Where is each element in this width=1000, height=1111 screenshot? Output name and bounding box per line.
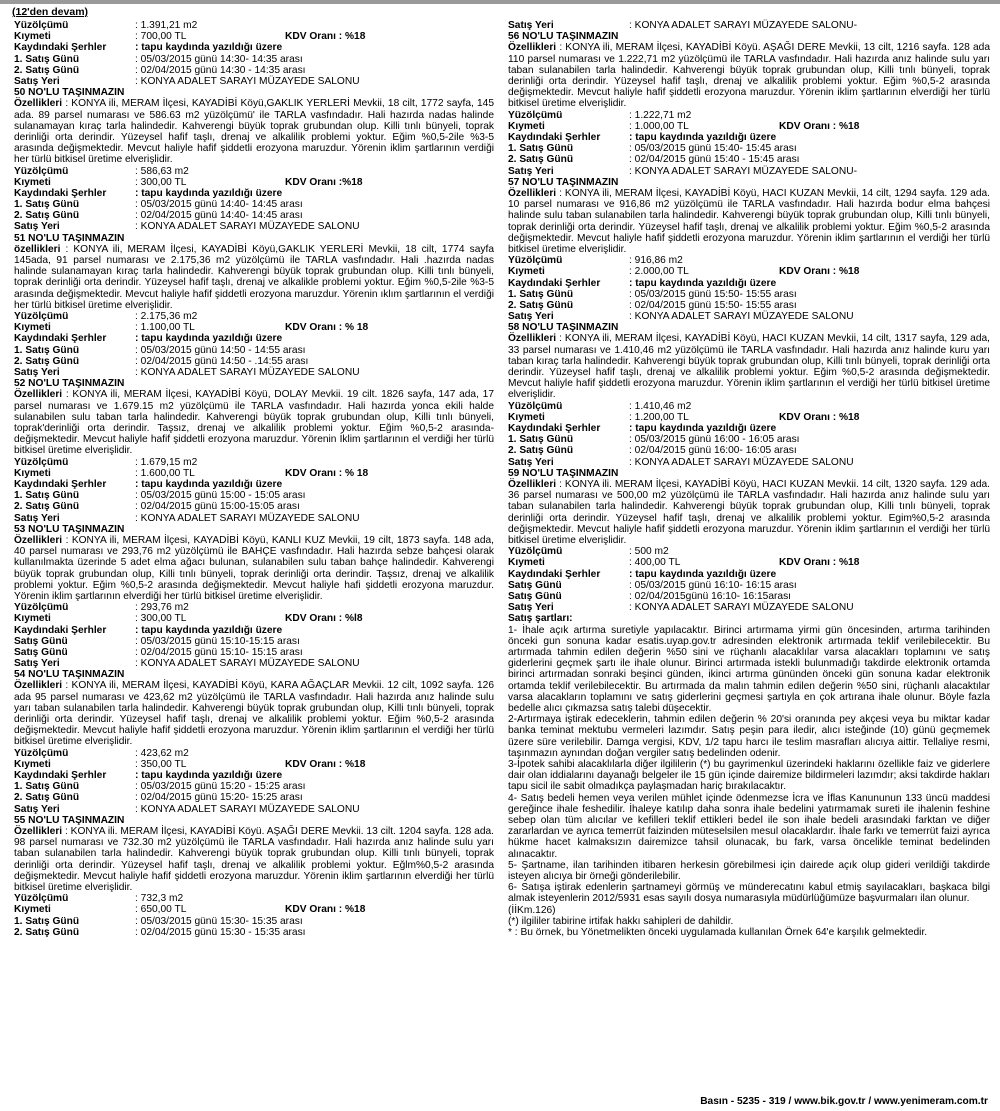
field-label: 1. Satış Günü xyxy=(508,143,574,155)
field-label: Satış Günü xyxy=(14,646,68,658)
field-value: : 05/03/2015 günü 15:10-15:15 arası xyxy=(135,635,300,647)
field-label: Kaydındaki Şerhler xyxy=(14,187,107,199)
field-value: : 650,00 TL xyxy=(135,904,187,916)
field-value: : tapu kaydında yazıldığı üzere xyxy=(629,277,777,289)
condition-paragraph: (İİKm.126) xyxy=(508,904,556,916)
field-label: Kaydındaki Şerhler xyxy=(14,333,107,345)
field-row xyxy=(508,602,990,613)
field-value: : 05/03/2015 günü 16:10- 16:15 arası xyxy=(629,579,797,591)
features-text: : KONYA ili. MERAM İlçesi, KAYADİBİ Köyü. AŞAĞI DERE Mevkii. 13 cilt. 1204 sayfa. 128 ada. 98 parsel numarası ve 732.30 m2 yüzölçümü ile TARLA vasfındadır. Hali hazırda anız halinde sulu yarı taban sulanabilen tarla halindedir. Kahverengi büyük toprak grubundan olup. Killi tınlı bünyeli, toprak derinliği orta derindir. Yüzeysel hafif taşlı, drenaj ve alkalilik problemi yoktur. Eğlm%0,5-2 arasında değişmektedir. Mevcut haliyle hafif şiddetli erozyona maruzdur. Yörenin iklim şartlarının elverdiği her türlü bitkisel üretime elverişlidir. xyxy=(14,825,494,893)
field-label: Kaydındaki Şerhler xyxy=(14,770,107,782)
field-label: 2. Satış Günü xyxy=(508,445,574,457)
field-row xyxy=(14,792,494,803)
field-label: Satış Yeri xyxy=(508,311,554,323)
kdv-rate: KDV Oranı : %18 xyxy=(285,904,366,916)
field-row xyxy=(508,143,990,154)
parcel-title: 55 NO'LU TAŞINMAZIN xyxy=(14,814,125,826)
field-label: Yüzölçümü xyxy=(508,546,563,558)
field-value: : 500 m2 xyxy=(629,546,669,558)
field-row xyxy=(508,401,990,412)
field-label: Satış Günü xyxy=(508,579,562,591)
left-column xyxy=(14,20,494,938)
field-value: : KONYA ADALET SARAYI MÜZAYEDE SALONU xyxy=(135,367,360,378)
field-row xyxy=(14,221,494,232)
field-label: Kaydındaki Şerhler xyxy=(508,423,601,435)
field-row xyxy=(508,546,990,557)
field-row xyxy=(14,333,494,344)
features-text: : KONYA ili, MERAM İlçesi, KAYADİBİ Köyü, KANLI KUZ Mevkii, 19 cilt, 1873 sayfa. 148 ada, 40 parsel numarası ve 293,76 m2 yüzölçümü ile BAHÇE vasfındadır. Hali hazırda sebze bahçesi olarak kullanılmakta üzerinde 5 adet elma ağacı bulunan, sulanabilen sulu taban bahçe halindedir. Kahverengi büyük toprak grubundan olup, Killi tınlı bünyeli, toprak derinliği orta derindir. Taşsız, drenaj ve alkalilik problemi yoktur. Eğim %0,5-2 arasında değişmektedir. Mevcut haliyle hafi şiddetli erozyona maruzdur. Yörenin iklim şartlarının elverdiği her türlü bitkisel üretime elverişlidir. xyxy=(14,534,494,602)
field-value: : KONYA ADALET SARAYI MÜZAYEDE SALONU xyxy=(135,512,360,524)
field-row xyxy=(14,916,494,927)
field-value: : 400,00 TL xyxy=(629,557,681,569)
field-row xyxy=(14,322,494,333)
field-row xyxy=(14,658,494,669)
field-value: : KONYA ADALET SARAYI MÜZAYEDE SALONU xyxy=(135,221,360,233)
field-row xyxy=(508,300,990,311)
parcel-features xyxy=(14,680,494,747)
sale1-row: 1. Satış Günü : 05/03/2015 günü 14:30- 14:35 arası xyxy=(14,53,303,65)
field-row xyxy=(14,613,494,624)
conditions-title: Satış şartları: xyxy=(508,613,573,625)
field-row xyxy=(14,311,494,322)
field-label: Kıymeti xyxy=(508,266,545,278)
kdv-rate: KDV Oranı : % 18 xyxy=(285,467,369,479)
field-value: : 05/03/2015 günü 16:00 - 16:05 arası xyxy=(629,434,800,446)
field-label: Yüzölçümü xyxy=(508,400,563,412)
parcel-title: 57 NO'LU TAŞINMAZIN xyxy=(508,176,619,188)
kdv-rate: KDV Oranı : % 18 xyxy=(285,322,369,334)
field-label: 2. Satış Günü xyxy=(14,501,80,513)
field-row xyxy=(14,367,494,378)
field-value: : 1.222,71 m2 xyxy=(629,109,692,121)
condition-paragraph: 4- Satış bedeli hemen veya verilen mühlet içinde ödenmezse İcra ve İflas Kanununun 133 üncü maddesi gereğince ihale feshedilir. İhaleye katılıp daha sonra ihale bedelini yatırmamak sureti ile ihalenin feshine sebep olan tüm alıcılar ve kefilleri teklif ettikleri bedel ile son ihale bedeli arasındaki farktan ve diğer zararlardan ve ayrıca temerrüt faizinden müteselsilen mesul olacaklardır. İhale farkı ve temerrüt faizi ayrıca hükme hacet kalmaksızın dairemizce tahsil olunacak, bu fark, varsa öncelikle teminat bedelinden alınacaktır. xyxy=(508,792,990,860)
field-label: Satış Yeri xyxy=(508,456,554,468)
field-label: Yüzölçümü xyxy=(14,456,69,468)
right-column xyxy=(508,20,990,938)
parcel-title: 51 NO'LU TAŞINMAZIN xyxy=(14,232,125,244)
field-label: 1. Satış Günü xyxy=(508,434,574,446)
field-row xyxy=(508,423,990,434)
field-row xyxy=(508,457,990,468)
field-row xyxy=(508,591,990,602)
field-label: Yüzölçümü xyxy=(508,255,563,267)
field-value: : 586,63 m2 xyxy=(135,165,189,177)
field-label: Yüzölçümü xyxy=(14,602,69,614)
features-label: Özellikleri xyxy=(14,680,63,692)
field-label: 1. Satış Günü xyxy=(14,199,80,211)
field-value: : 05/03/2015 günü 15:40- 15:45 arası xyxy=(629,143,797,155)
field-row xyxy=(14,177,494,188)
parcel-features xyxy=(508,479,990,546)
field-label: Yüzölçümü xyxy=(14,747,69,759)
field-value: : KONYA ADALET SARAYI MÜZAYEDE SALONU xyxy=(629,456,854,468)
features-label: Özellikleri xyxy=(508,478,557,490)
field-row xyxy=(508,132,990,143)
field-row xyxy=(508,289,990,300)
field-label: Satış Günü xyxy=(508,590,562,602)
features-label: Özellikleri xyxy=(14,98,63,110)
field-label: Kaydındaki Şerhler xyxy=(508,277,601,289)
field-value: : tapu kaydında yazıldığı üzere xyxy=(135,333,283,345)
field-row xyxy=(14,210,494,221)
field-row xyxy=(14,513,494,524)
field-label: Kıymeti xyxy=(508,120,545,132)
features-label: Özellikleri xyxy=(508,333,557,345)
field-label: 2. Satış Günü xyxy=(14,355,80,367)
field-value: : 1.679,15 m2 xyxy=(135,456,198,468)
field-value: : 02/04/2015 günü 15:30 - 15:35 arası xyxy=(135,926,306,938)
parcel-features xyxy=(508,333,990,400)
features-label: Özellikleri xyxy=(14,534,63,546)
field-value: : 05/03/2015 günü 15:20 - 15:25 arası xyxy=(135,781,306,793)
field-row xyxy=(508,580,990,591)
field-row xyxy=(14,625,494,636)
field-value: : tapu kaydında yazıldığı üzere xyxy=(135,624,283,636)
field-label: Kaydındaki Şerhler xyxy=(14,624,107,636)
field-value: : KONYA ADALET SARAYI MÜZAYEDE SALONU xyxy=(135,658,360,670)
field-row xyxy=(508,557,990,568)
kdv-rate: KDV Oranı : %l8 xyxy=(285,613,363,625)
field-label: Satış Yeri xyxy=(14,803,60,815)
field-value: : 05/03/2015 günü 14:40- 14:45 arası xyxy=(135,199,303,211)
field-value: : 2.000,00 TL xyxy=(629,266,689,278)
field-label: Kıymeti xyxy=(14,467,51,479)
field-value: : tapu kaydında yazıldığı üzere xyxy=(135,478,283,490)
field-label: Kaydındaki Şerhler xyxy=(14,478,107,490)
field-label: 2. Satış Günü xyxy=(14,792,80,804)
field-value: : KONYA ADALET SARAYI MÜZAYEDE SALONU xyxy=(629,311,854,323)
condition-paragraph: * : Bu örnek, bu Yönetmelikten önceki uygulamada kullanılan Örnek 64'e karşılık gelmektedir. xyxy=(508,926,928,938)
field-row xyxy=(14,647,494,658)
condition-paragraph: (*) ilgililer tabirine irtifak hakkı sahipleri de dahildir. xyxy=(508,915,734,927)
condition-paragraph: 3-İpotek sahibi alacaklılarla diğer ilgililerin (*) bu gayrimenkul üzerindeki haklarını özellikle faiz ve giderlere dair olan iddialarını dayanağı belgeler ile 15 gün içinde dairemize bildirmeleri lazımdır; aksi takdirde hakları tapu sicil ile sabit olmadıkça paylaşmadan hariç bırakılacaktır. xyxy=(508,758,990,793)
field-row xyxy=(508,311,990,322)
area-row: Yüzölçümü : 1.391,21 m2 xyxy=(14,20,198,31)
features-text: : KONYA ili. MERAM İlçesi, KAYADİBİ Köyü, HACI KUZAN Mevkii. 14 cilt, 1320 sayfa. 129 ada. 36 parsel numarası ve 500,00 m2 yüzölçümü ile TARLA vasfındadır. Hali hazırda anız halinde sulu yarı taban sulanabilen tarla halindedir. Kahverengi büyük toprak grubundan olup, Killi tınlı bünyeli, toprak derinliği orta derindir. Yüzeysel hafif taşlı, drenaj ve alkalilik problemi yoktur. Egim%0,5-2 arasında değişmektedir. Mevcut haliyle hafif şiddetli erozyona maruzdur. Yörenin iklim şartlarının el verdiği her türlü bitkisel üretime elverişlidir. xyxy=(508,478,990,546)
field-row xyxy=(14,199,494,210)
field-value: : KONYA ADALET SARAYI MÜZAYEDE SALONU xyxy=(135,803,360,815)
field-value: : 05/03/2015 günü 15:30- 15:35 arası xyxy=(135,915,303,927)
field-label: Satış Yeri xyxy=(508,602,554,614)
features-text: : KONYA ili, MERAM İlçesi, KAYADİBİ Köyü. AŞAĞI DERE Mevkii, 13 cilt, 1216 sayfa. 128 ada 110 parsel numarası ve 1.222,71 m2 yüzölçümü ile TARLA vasfındadır. Hali hazırda anız halinde sulu yarı taban sulanabilen tarla halindedir. Kahverengi büyük toprak grubundan olup, Killi tınlı bünyeli, toprak derinliği orta derindir. Yüzeysel hafif taşlı, drenaj ve alkalilik problemi yoktur. Eğim %0,5-2 arasında değişmektedir. Mevcut haliyle hafif şiddetli erozyona maruzdur. Yörenin iklim şartlarının elverdiği her türlü bitkisel üretime elverişlidir. xyxy=(508,42,990,110)
field-value: : 02/04/2015 günü 15:00-15:05 arası xyxy=(135,501,300,513)
field-label: Yüzölçümü xyxy=(14,311,69,323)
field-row xyxy=(508,255,990,266)
field-label: Kıymeti xyxy=(14,176,51,188)
field-label: Satış Yeri xyxy=(508,165,554,177)
field-label: Satış Yeri xyxy=(14,367,60,378)
parcel-title: 52 NO'LU TAŞINMAZIN xyxy=(14,378,125,390)
kdv-rate: KDV Oranı : %18 xyxy=(285,758,366,770)
field-row xyxy=(14,501,494,512)
field-value: : KONYA ADALET SARAYI MÜZAYEDE SALONU- xyxy=(629,165,857,177)
place-row: Satış Yeri : KONYA ADALET SARAYI MÜZAYEDE SALONU xyxy=(14,75,360,87)
field-row xyxy=(14,345,494,356)
field-label: 1. Satış Günü xyxy=(14,781,80,793)
field-label: Kıymeti xyxy=(14,758,51,770)
field-value: : 05/03/2015 günü 15:00 - 15:05 arası xyxy=(135,490,306,502)
features-label: Özellikleri xyxy=(508,187,557,199)
kdv-rate: KDV Oranı :%18 xyxy=(285,176,363,188)
kdv-rate: KDV Oranı : %18 xyxy=(779,120,860,132)
parcel-title: 54 NO'LU TAŞINMAZIN xyxy=(14,669,125,681)
parcel-title: 58 NO'LU TAŞINMAZIN xyxy=(508,322,619,334)
field-row xyxy=(508,412,990,423)
field-row xyxy=(508,110,990,121)
condition-paragraph: 2-Artırmaya iştirak edeceklerin, tahmin edilen değerin % 20'si oranında pey akçesi veya bu miktar kadar banka teminat mektubu vermeleri lazımdır. Satış peşin para iledir, alıcı isteğinde (10) günü geçmemek üzere süre verilebilir. Damga vergisi, KDV, 1/2 tapu harcı ile teslim masrafları alıcıya aittir. Tellaliye resmi, taşınmazın aynından doğan vergiler satış bedelinden odenir. xyxy=(508,714,990,759)
field-row xyxy=(508,434,990,445)
field-value: : tapu kaydında yazıldığı üzere xyxy=(629,568,777,580)
parcel-title: 56 NO'LU TAŞINMAZIN xyxy=(508,31,619,43)
field-label: Satış Günü xyxy=(14,635,68,647)
field-label: Kıymeti xyxy=(508,411,545,423)
field-row xyxy=(14,748,494,759)
field-value: : KONYA ADALET SARAYI MÜZAYEDE SALONU xyxy=(629,602,854,614)
parcel-features xyxy=(14,244,494,311)
field-row xyxy=(508,445,990,456)
parcel-features xyxy=(508,188,990,255)
parcel-title: 53 NO'LU TAŞINMAZIN xyxy=(14,523,125,535)
field-row xyxy=(508,569,990,580)
field-value: : 423,62 m2 xyxy=(135,747,189,759)
field-label: Kıymeti xyxy=(14,322,51,334)
parcel-features xyxy=(14,535,494,602)
footer-credit: Basın - 5235 - 319 / www.bik.gov.tr / www.yenimeram.com.tr xyxy=(700,1096,988,1107)
field-label: Kaydındaki Şerhler xyxy=(508,131,601,143)
field-label: 1. Satış Günü xyxy=(508,288,574,300)
field-value: : tapu kaydında yazıldığı üzere xyxy=(629,131,777,143)
field-value: : 02/04/2015 günü 14:50 - .14:55 arası xyxy=(135,355,309,367)
field-row xyxy=(14,602,494,613)
kdv-rate: KDV Oranı : %18 xyxy=(779,411,860,423)
field-row xyxy=(14,166,494,177)
field-row xyxy=(14,781,494,792)
parcel-title: 50 NO'LU TAŞINMAZIN xyxy=(14,87,125,99)
field-value: : 300,00 TL xyxy=(135,176,187,188)
field-row xyxy=(508,154,990,165)
field-value: : 1.100,00 TL xyxy=(135,322,195,334)
field-row xyxy=(14,804,494,815)
field-value: : 02/04/2015 günü 16:00- 16:05 arası xyxy=(629,445,797,457)
field-label: Satış Yeri xyxy=(14,221,60,233)
field-label: 1. Satış Günü xyxy=(14,344,80,356)
parcel-features xyxy=(14,98,494,165)
features-text: : KONYA ili, MERAM İlçesi, KAYADİBİ Köyü, HACI KUZAN Mevkii, 14 cilt, 1294 sayfa. 129 ada. 10 parsel numarası ve 916,86 m2 yüzölçümü ile TARLA vasfındadır. Hali hazırda bodur elma bahçesi halinde sulu taban sulanabilen tarla halindedir. Kahverengi büyük toprak grubundan olup, Killi tınlı bünyeli, toprak derinliği orta derindir. Yüzeysel hafif taşlı, drenaj ve alkalilik problemi yoktur. Eğim %0,5-2 arasında değişmektedir. Mevcut haliyle hafif şiddetli erozyona maruzdur. Yörenin iklim şartlarının el verdiği her türlü bitkisel üretime elverişlidir. xyxy=(508,187,990,255)
features-label: Özellikleri xyxy=(14,389,63,401)
parcel-title: 59 NO'LU TAŞINMAZIN xyxy=(508,467,619,479)
field-label: Yüzölçümü xyxy=(14,893,69,905)
features-text: : KONYA ili, MERAM İlçesi, KAYADİBİ Köyü,GAKLIK YERLERİ Mevkii, 18 cilt, 1774 sayfa 145ada, 91 parsel numarası ve 2.175,36 m2 yüzölçümü ile TARLA vasfındadır. Hali .hazırda nadas halinde sulanamayan kıraç tarla halindedir. Kahverengi büyük toprak grubundan olup. Killi tınlı bünyeli, toprak derinliği orta derindir. Yüzeysel hafif taşlı, drenaj ve alkalikle problemi yoktur. Eğim %0,5-2ile %3-5 arasında değişmektedir. Mevcut haliyle hafif şiddetli erozyona maruzdur. Yörenin ıklım şartlarının el verdiği her türlü bitkisel üretime elverişlidir. xyxy=(14,243,494,311)
field-value: : tapu kaydında yazıldığı üzere xyxy=(135,770,283,782)
field-value: : 2.175,36 m2 xyxy=(135,311,198,323)
top-rule xyxy=(0,0,1000,4)
field-value: : tapu kaydında yazıldığı üzere xyxy=(135,187,283,199)
features-text: : KONYA ili, MERAM İlçesi, KAYADİBİ Köyü, KARA AĞAÇLAR Mevkii. 12 cilt, 1092 sayfa. 126 ada 95 parsel numarası ve 423,62 m2 yüzölçümü ile TARLA vasfındadır. Hali hazırda anız halinde sulu yarı taban sulanabilen tarla halindedir. Kahverengi büyük toprak grubundan olup, Killi tınlı bünyeli, toprak derinliği orta derindir. Yüzeysel hafif taşlı, drenaj ve alkalilik problemi yoktur. Eğim %0,5-2 arasında değişmektedir. Mevcut haliyle hafif şiddetli erozyona maruzdur. Yörenin iklim şartlarının el verdiği her türlü bitkisel üretime elverişlidir. xyxy=(14,680,494,748)
field-value: : 02/04/2015 günü 15:50- 15:55 arası xyxy=(629,299,797,311)
features-text: : KONYA ili, MERAM İlçesi, KAYADİBİ Köyü,GAKLIK YERLERİ Mevkii, 18 cilt, 1772 sayfa, 145 ada. 89 parsel numarası ve 586.63 m2 yüzölçümü' ile TARLA vasfındadır. Hali hazırda nadas halinde sulanamayan kıraç tarla halindedir. Kahverengi büyük toprak grubundan olup. Killi tınlı bünyeli, toprak derinliği orta derindir. Yüzeysel hafif taşlı, drenaj ve alkalilik problemi yoktur. Eğim %0,5-2ile %3-5 arasında değişmektedir. Mevcut haliyle hafif şiddetli erozyona maruzdur. Yörenin iklim şartlarının verdiği her türlü bitkisel üretime elverişlidir. xyxy=(14,98,494,166)
field-label: 2. Satış Günü xyxy=(14,210,80,222)
field-label: Satış Yeri xyxy=(14,512,60,524)
field-value: : 1.000,00 TL xyxy=(629,120,689,132)
field-value: : 350,00 TL xyxy=(135,758,187,770)
field-row xyxy=(508,166,990,177)
field-value: : 1.600,00 TL xyxy=(135,467,195,479)
field-row xyxy=(14,490,494,501)
field-value: : 916,86 m2 xyxy=(629,255,683,267)
field-label: Kıymeti xyxy=(508,557,545,569)
field-row xyxy=(14,188,494,199)
parcel-features xyxy=(508,42,990,109)
field-value: : 1.410,46 m2 xyxy=(629,400,692,412)
field-label: Satış Yeri xyxy=(14,658,60,670)
features-label: Özellikleri xyxy=(508,42,557,54)
field-row xyxy=(14,904,494,915)
field-value: : 293,76 m2 xyxy=(135,602,189,614)
condition-paragraph: 6- Satışa iştirak edenlerin şartnameyi görmüş ve münderecatını kabul etmiş sayılacakları, başkaca bilgi almak isteyenlerin 2012/5931 esas sayılı dosya numarasıyla müdürlüğümüze başvurmaları ilan olunur. xyxy=(508,882,990,905)
place-row: Satış Yeri : KONYA ADALET SARAYI MÜZAYEDE SALONU- xyxy=(508,20,857,31)
field-label: Kaydındaki Şerhler xyxy=(508,568,601,580)
continued-header: (12'den devam) xyxy=(12,6,89,18)
field-row xyxy=(508,121,990,132)
features-label: Özellikleri xyxy=(14,825,63,837)
field-row xyxy=(508,278,990,289)
field-value: : 05/03/2015 günü 14:50 - 14:55 arası xyxy=(135,344,306,356)
field-row xyxy=(14,927,494,938)
condition-paragraph: 1- İhale açık artırma suretiyle yapılacaktır. Birinci artırmama yirmi gün öncesinden, artırma tarihinden önceki gun sonuna kadar esatis.uyap.gov.tr adresinden elektronik artırmada teklif verilebilecektir. Bu artırmada tahmin edilen değerin %50 sini ve rüçhanlı alacaklılar varsa alacakları toplamını ve satış giderlerini geçmek şartı ile ihale olunur. Birinci artırmada istekli bulunmadığı takdirde elektronik ortamda birinci artırmadan sonraki beşinci günden, ikinci artırma gününden önceki gün sonuna kadar elektronik ortamda teklif verilebilecektir. Bu artırmada da malın tahmin edilen değerin %50 sini, rüçhanlı alacaktılar varsa alacakların toplamını ve satış giderlerini geçmesi şartıyla en çok artırana ihale olunur. Böyle fazla bedelle alıcı çıkmazsa satış talebi düşecektir. xyxy=(508,624,990,714)
field-row xyxy=(14,636,494,647)
field-row xyxy=(508,266,990,277)
field-value: : 732,3 m2 xyxy=(135,893,184,905)
field-row xyxy=(14,356,494,367)
condition-paragraph: 5- Şartname, ilan tarihinden itibaren herkesin görebilmesi için dairede açık olup gideri verildiği takdirde isteyen alıcıya bir örneği gönderilebilir. xyxy=(508,859,990,882)
field-row xyxy=(14,770,494,781)
field-label: Yüzölçümü xyxy=(14,165,69,177)
field-value: : 02/04/2015 günü 15:10- 15:15 arası xyxy=(135,646,303,658)
kdv-rate: KDV Oranı : %18 xyxy=(779,266,860,278)
field-value: : 300,00 TL xyxy=(135,613,187,625)
field-label: 2. Satış Günü xyxy=(508,154,574,166)
field-label: 1. Satış Günü xyxy=(14,915,80,927)
features-text: : KONYA ili, MERAM İlçesi, KAYADİBİ Köyü, DOLAY Mevkii. 19 cilt. 1826 sayfa, 147 ada, 17 parsel numarası ve 1.679.15 m2 yüzölçümü ile TARLA vasfındadır. Hali hazırda yonca ekili halde sulanabilen sulu taban tarla halindedir. Kahverengi büyük toprak grubundan olup, Killi tınlı bünyeli, toprak'derinliği orta derindir. Taşsız, drenaj ve alkalilik problemi yoktur. Eğim %0,5-2 arasında- değişmektedir. Mevcut haliyle hafif şiddetli erozyona maruzdur. Yörenin İklim şartlarının el verdiği her türlü bitkisel üretime elverişlidir. xyxy=(14,389,494,457)
field-row xyxy=(14,759,494,770)
conditions-row: Kaydındaki Şerhler : tapu kaydında yazıldığı üzere xyxy=(14,42,283,54)
field-label: Kıymeti xyxy=(14,904,51,916)
value-row: Kıymeti : 700,00 TL KDV Oranı : %18 xyxy=(14,31,366,43)
field-value: : tapu kaydında yazıldığı üzere xyxy=(629,423,777,435)
field-label: 1. Satış Günü xyxy=(14,490,80,502)
field-value: : 02/04/2015 günü 15:40 - 15:45 arası xyxy=(629,154,800,166)
features-text: : KONYA ili, MERAM İlçesi, KAYADİBİ Köyü, HACI KUZAN Mevkii, 14 cilt, 1317 sayfa, 129 ada, 33 parsel numarası ve 1.410,46 m2 yüzölçümü ile TARLA vasfındadır. Hali hazırda anız halinde kuru yarı taban kıraç tarla halindedir. Kahverengi büyük toprak grubundan olup, Killi tınlı bünyeli, toprak derinliği orta derindir. Yüzeysel hafif taşlı, drenaj ve alkalilik problemi yoktur. Eğim %0,5-2 arasında değişmektedir. Mevcut haliyle hafif şiddetli erozyona maruzdur. Yörenin iklim şartlarının el verdiği her türlü bitkisel üretime elverişlidir. xyxy=(508,333,990,401)
field-row xyxy=(14,893,494,904)
kdv-rate: KDV Oranı : %18 xyxy=(779,557,860,569)
field-value: : 1.200,00 TL xyxy=(629,411,689,423)
field-label: Yüzölçümü xyxy=(508,109,563,121)
parcel-features xyxy=(14,389,494,456)
field-row xyxy=(14,457,494,468)
field-label: Kıymeti xyxy=(14,613,51,625)
field-row xyxy=(14,479,494,490)
field-row xyxy=(14,468,494,479)
field-label: 2. Satış Günü xyxy=(508,299,574,311)
sale2-row: 2. Satış Günü : 02/04/2015 günü 14:30 - 14:35 arası xyxy=(14,64,306,76)
parcel-features xyxy=(14,826,494,893)
field-value: : 02/04/2015 günü 14:40- 14:45 arası xyxy=(135,210,303,222)
features-label: özellikleri xyxy=(14,243,61,255)
field-value: : 05/03/2015 günü 15:50- 15:55 arası xyxy=(629,288,797,300)
field-value: : 02/04/2015 günü 15:20- 15:25 arası xyxy=(135,792,303,804)
field-value: : 02/04/2015günü 16:10- 16:15arası xyxy=(629,590,792,602)
field-label: 2. Satış Günü xyxy=(14,926,80,938)
